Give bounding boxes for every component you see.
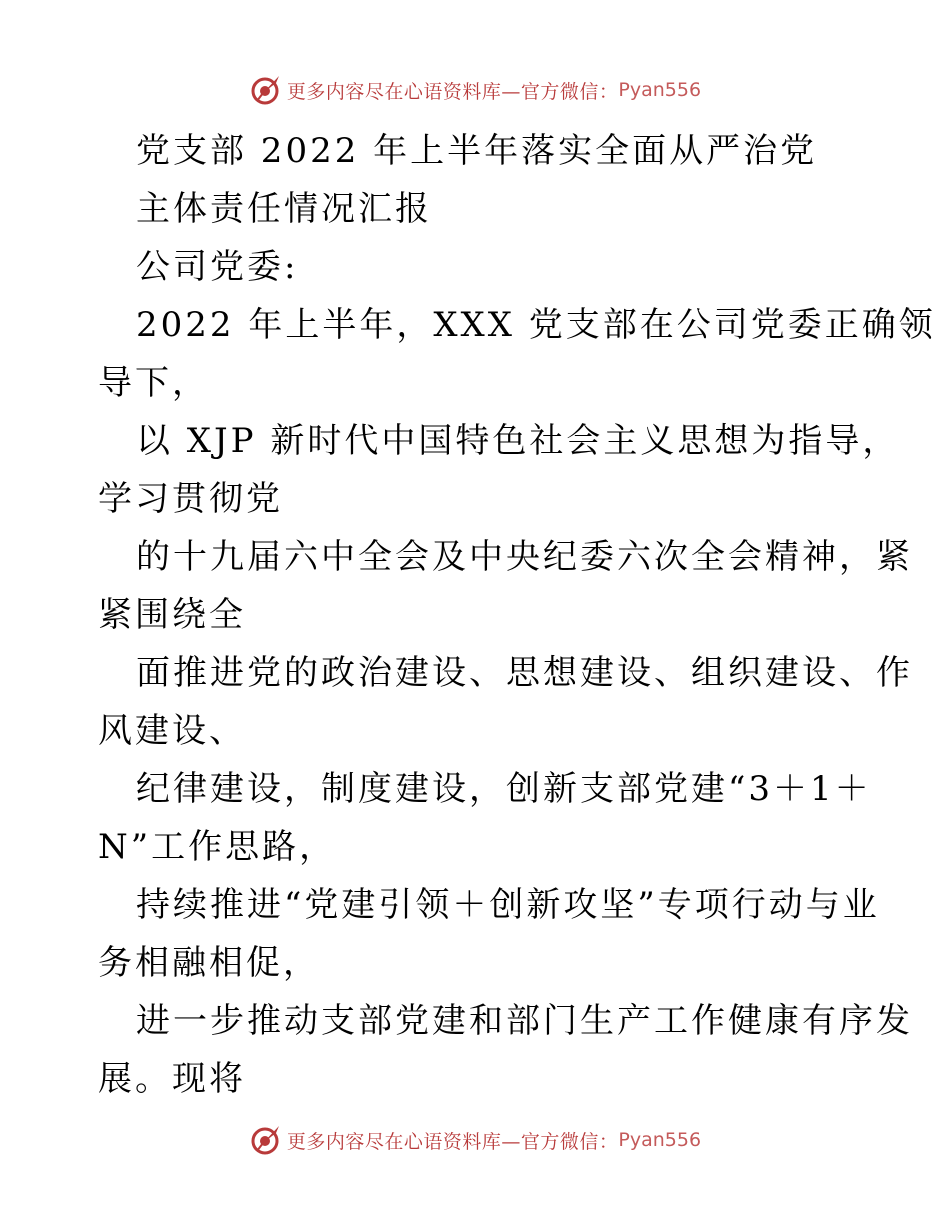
paragraph-line: 的十九届六中全会及中央纪委六次全会精神，紧 [136, 537, 913, 577]
paragraph-line: 2022 年上半年，XXX 党支部在公司党委正确领 [136, 305, 936, 345]
paragraph-line: 纪律建设，制度建设，创新支部党建“3＋1＋ [136, 769, 872, 809]
document-body [98, 122, 936, 1108]
salutation: 公司党委: [136, 247, 299, 287]
banner-text: 更多内容尽在心语资料库—官方微信： [286, 1130, 619, 1153]
title-line-1: 党支部 2022 年上半年落实全面从严治党 [136, 131, 818, 171]
paragraph-line: N”工作思路， [98, 827, 337, 867]
footer-banner [0, 1120, 950, 1160]
paragraph-line: 展。现将 [98, 1059, 246, 1099]
paragraph-line: 以 XJP 新时代中国特色社会主义思想为指导， [136, 421, 900, 461]
paragraph-line: 务相融相促， [98, 943, 320, 983]
paragraph-line: 面推进党的政治建设、思想建设、组织建设、作 [136, 653, 913, 693]
paragraph-line: 紧围绕全 [98, 595, 246, 635]
title-line-2: 主体责任情况汇报 [136, 189, 432, 229]
paragraph-line: 持续推进“党建引领＋创新攻坚”专项行动与业 [136, 885, 880, 925]
feather-logo-icon [249, 73, 283, 107]
banner-text: 更多内容尽在心语资料库—官方微信： [286, 80, 619, 103]
wechat-id: Pyan556 [618, 1129, 702, 1151]
paragraph-line: 学习贯彻党 [98, 479, 283, 519]
feather-logo-icon [249, 1123, 283, 1157]
wechat-id: Pyan556 [618, 79, 702, 101]
paragraph-line: 导下， [98, 363, 209, 403]
paragraph-line: 风建设、 [98, 711, 246, 751]
header-banner [0, 70, 950, 110]
paragraph-line: 进一步推动支部党建和部门生产工作健康有序发 [136, 1001, 913, 1041]
